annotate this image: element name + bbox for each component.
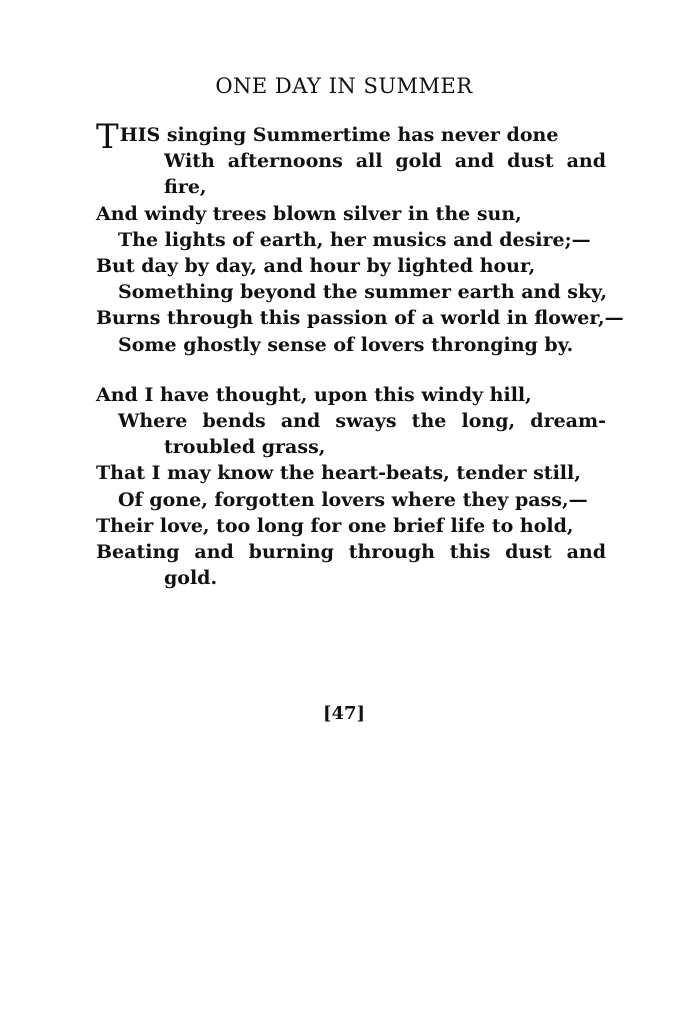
page-number: [47] xyxy=(322,703,366,724)
poem-line: The lights of earth, her musics and desire;— xyxy=(118,228,591,251)
poem-line: Beating and burning through this dust and xyxy=(96,541,606,564)
poem-body xyxy=(96,117,624,591)
drop-cap: T xyxy=(96,117,119,157)
stanza-gap xyxy=(96,358,606,382)
poem-line: Something beyond the summer earth and sky, xyxy=(118,281,607,304)
poem-line-first xyxy=(96,117,606,157)
poem-line: And windy trees blown silver in the sun, xyxy=(96,202,522,225)
stanza-2 xyxy=(96,382,606,592)
poem-line: And I have thought, upon this windy hill, xyxy=(96,383,532,406)
poem-line: Their love, too long for one brief life to hold, xyxy=(96,514,574,537)
poem-line: Of gone, forgotten lovers where they pass,— xyxy=(118,488,588,511)
poem-line: gold. xyxy=(164,567,218,590)
poem-line: Where bends and sways the long, dream- xyxy=(118,410,606,433)
poem-line: That I may know the heart-beats, tender still, xyxy=(96,462,581,485)
poem-line: Some ghostly sense of lovers thronging by. xyxy=(118,333,574,356)
poem-line: But day by day, and hour by lighted hour, xyxy=(96,255,536,278)
poem-title: ONE DAY IN SUMMER xyxy=(215,74,473,98)
poem-line: fire, xyxy=(164,176,207,199)
poem-line-text: HIS singing Summertime has never done xyxy=(119,124,559,146)
poem-line: troubled grass, xyxy=(164,436,326,459)
stanza-1 xyxy=(96,117,624,358)
poem-line: Burns through this passion of a world in flower,— xyxy=(96,307,624,330)
poem-line: With afternoons all gold and dust and xyxy=(164,150,606,173)
